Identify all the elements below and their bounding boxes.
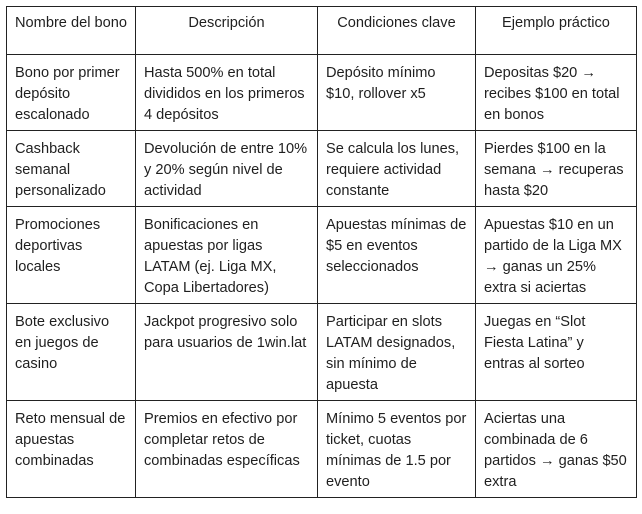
conditions-cell: Participar en slots LATAM designados, sin mínimo de apuesta: [318, 304, 476, 401]
description-cell: Bonificaciones en apuestas por ligas LATAM (ej. Liga MX, Copa Libertadores): [136, 207, 318, 304]
bonus-name-cell: Promociones deportivas locales: [7, 207, 136, 304]
table-header: [7, 7, 637, 55]
header-key-conditions: Condiciones clave: [318, 7, 476, 55]
description-cell: Jackpot progresivo solo para usuarios de 1win.lat: [136, 304, 318, 401]
example-cell: Pierdes $100 en la semana → recuperas hasta $20: [476, 131, 637, 207]
bonus-table: [6, 6, 637, 498]
bonus-name-cell: Bono por primer depósito escalonado: [7, 55, 136, 131]
table-row: [7, 304, 637, 401]
example-cell: Apuestas $10 en un partido de la Liga MX → ganas un 25% extra si aciertas: [476, 207, 637, 304]
conditions-cell: Mínimo 5 eventos por ticket, cuotas mínimas de 1.5 por evento: [318, 401, 476, 498]
conditions-cell: Se calcula los lunes, requiere actividad constante: [318, 131, 476, 207]
table-row: [7, 207, 637, 304]
table-row: [7, 401, 637, 498]
table-body: [7, 55, 637, 498]
bonus-name-cell: Bote exclusivo en juegos de casino: [7, 304, 136, 401]
bonus-name-cell: Cashback semanal personalizado: [7, 131, 136, 207]
header-description: Descripción: [136, 7, 318, 55]
description-cell: Premios en efectivo por completar retos de combinadas específicas: [136, 401, 318, 498]
example-cell: Depositas $20 → recibes $100 en total en bonos: [476, 55, 637, 131]
header-row: [7, 7, 637, 55]
conditions-cell: Depósito mínimo $10, rollover x5: [318, 55, 476, 131]
example-cell: Juegas en “Slot Fiesta Latina” y entras al sorteo: [476, 304, 637, 401]
description-cell: Hasta 500% en total divididos en los primeros 4 depósitos: [136, 55, 318, 131]
example-cell: Aciertas una combinada de 6 partidos → ganas $50 extra: [476, 401, 637, 498]
conditions-cell: Apuestas mínimas de $5 en eventos seleccionados: [318, 207, 476, 304]
description-cell: Devolución de entre 10% y 20% según nivel de actividad: [136, 131, 318, 207]
bonus-name-cell: Reto mensual de apuestas combinadas: [7, 401, 136, 498]
header-practical-example: Ejemplo práctico: [476, 7, 637, 55]
table-row: [7, 55, 637, 131]
header-bonus-name: Nombre del bono: [7, 7, 136, 55]
table-row: [7, 131, 637, 207]
